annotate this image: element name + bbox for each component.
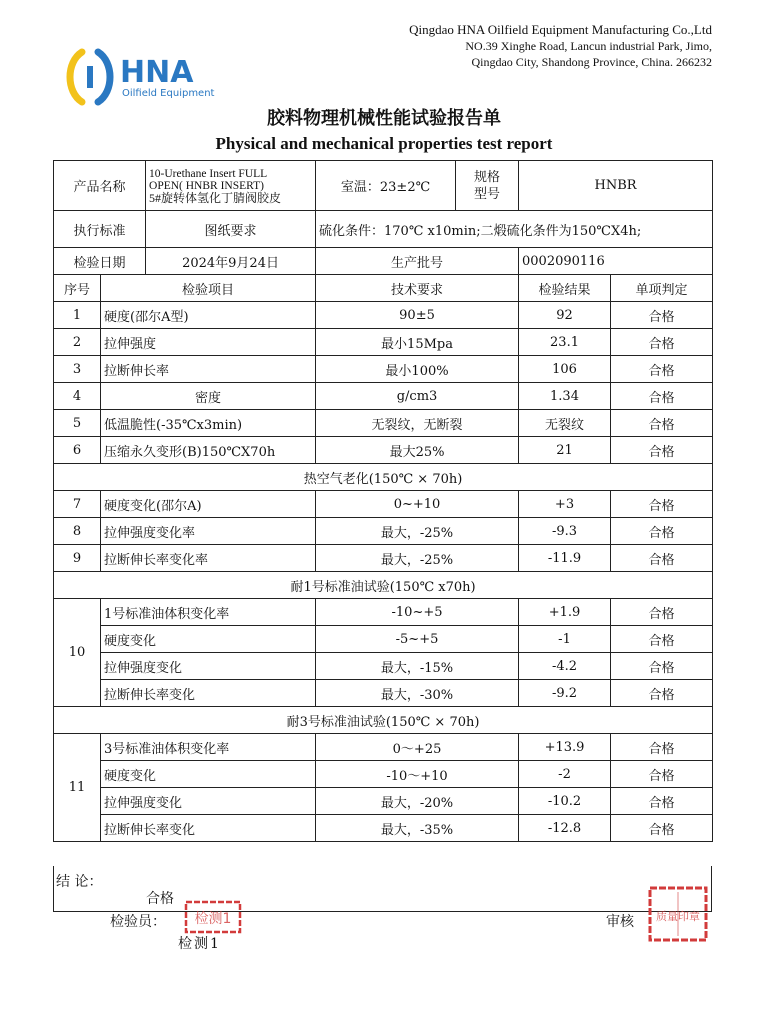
spec-label-line2: 型号	[474, 186, 501, 202]
date-row	[54, 248, 713, 275]
row-requirement: 最大，-25%	[316, 545, 519, 572]
row-item: 拉伸强度变化率	[101, 518, 316, 545]
table-row	[54, 518, 713, 545]
product-line3: 5#旋转体氢化丁腈阀胶皮	[149, 190, 282, 205]
company-info	[409, 22, 712, 70]
reviewer-stamp	[648, 886, 708, 942]
table-row	[54, 788, 713, 815]
table-row	[54, 653, 713, 680]
row-judgement: 合格	[611, 383, 713, 410]
row-requirement: 最大，-20%	[316, 788, 519, 815]
row-no: 6	[54, 437, 101, 464]
row-item: 密度	[101, 383, 316, 410]
row-item: 拉断伸长率变化率	[101, 545, 316, 572]
row-result: 92	[519, 302, 611, 329]
row-result: 23.1	[519, 329, 611, 356]
row-requirement: 0～+25	[316, 734, 519, 761]
spec-value: HNBR	[519, 161, 713, 211]
row-no: 9	[54, 545, 101, 572]
row-result: 1.34	[519, 383, 611, 410]
row-item: 硬度(邵尔A型)	[101, 302, 316, 329]
company-logo	[62, 46, 232, 108]
row-no: 5	[54, 410, 101, 437]
table-row	[54, 356, 713, 383]
row-item: 3号标准油体积变化率	[101, 734, 316, 761]
row-judgement: 合格	[611, 356, 713, 383]
standard-label: 执行标准	[54, 211, 146, 248]
col-requirement: 技术要求	[316, 275, 519, 302]
row-judgement: 合格	[611, 518, 713, 545]
product-label: 产品名称	[54, 161, 146, 211]
row-item: 硬度变化	[101, 626, 316, 653]
row-requirement: 最大，-30%	[316, 680, 519, 707]
date-label: 检验日期	[54, 248, 146, 275]
table-row	[54, 626, 713, 653]
row-result: -2	[519, 761, 611, 788]
product-line1: 10-Urethane Insert FULL	[149, 167, 268, 180]
row-judgement: 合格	[611, 734, 713, 761]
row-requirement: 最大25%	[316, 437, 519, 464]
row-result: +3	[519, 491, 611, 518]
row-judgement: 合格	[611, 329, 713, 356]
report-title-cn: 胶料物理机械性能试验报告单	[267, 108, 501, 129]
row-item: 硬度变化	[101, 761, 316, 788]
table-row	[54, 761, 713, 788]
col-item: 检验项目	[101, 275, 316, 302]
row-judgement: 合格	[611, 410, 713, 437]
row-no: 4	[54, 383, 101, 410]
row-result: -11.9	[519, 545, 611, 572]
row-result: -10.2	[519, 788, 611, 815]
company-address-line1: NO.39 Xinghe Road, Lancun industrial Park, Jimo,	[465, 39, 712, 53]
row-requirement: 0~+10	[316, 491, 519, 518]
svg-text:质量印章: 质量印章	[656, 910, 700, 923]
row-no: 8	[54, 518, 101, 545]
table-row	[54, 599, 713, 626]
row-requirement: 最小100%	[316, 356, 519, 383]
section-title: 耐1号标准油试验(150℃ x70h)	[54, 572, 713, 599]
table-row	[54, 491, 713, 518]
product-line2: OPEN( HNBR INSERT)	[149, 179, 264, 192]
row-judgement: 合格	[611, 653, 713, 680]
conclusion-value: 合格	[146, 891, 174, 907]
row-result: -4.2	[519, 653, 611, 680]
row-item: 低温脆性(-35℃x3min)	[101, 410, 316, 437]
section-header-hot-air	[54, 464, 713, 491]
report-title-en: Physical and mechanical properties test report	[215, 134, 553, 153]
col-judgement: 单项判定	[611, 275, 713, 302]
row-requirement: -10～+10	[316, 761, 519, 788]
company-name: Qingdao HNA Oilfield Equipment Manufacturing Co.,Ltd	[409, 22, 712, 37]
row-judgement: 合格	[611, 680, 713, 707]
table-row	[54, 734, 713, 761]
row-item: 拉断伸长率	[101, 356, 316, 383]
column-header-row	[54, 275, 713, 302]
row-requirement: 最大，-15%	[316, 653, 519, 680]
row-requirement: -5~+5	[316, 626, 519, 653]
row-no: 7	[54, 491, 101, 518]
row-judgement: 合格	[611, 761, 713, 788]
inspector-name: 检测1	[178, 936, 221, 952]
row-result: 106	[519, 356, 611, 383]
standard-value: 图纸要求	[146, 211, 316, 248]
date-value: 2024年9月24日	[146, 248, 316, 275]
company-address-line2: Qingdao City, Shandong Province, China. 266232	[471, 55, 712, 69]
table-row	[54, 680, 713, 707]
room-temp: 室温：23±2℃	[316, 161, 456, 211]
row-item: 硬度变化(邵尔A)	[101, 491, 316, 518]
row-item: 拉伸强度变化	[101, 653, 316, 680]
row-requirement: -10~+5	[316, 599, 519, 626]
section-title: 热空气老化(150℃ × 70h)	[54, 464, 713, 491]
col-result: 检验结果	[519, 275, 611, 302]
test-report-table	[53, 160, 713, 842]
product-value	[146, 161, 316, 211]
inspector-label: 检验员：	[110, 914, 166, 930]
row-requirement: 最大，-35%	[316, 815, 519, 842]
table-row	[54, 437, 713, 464]
inspector-stamp	[184, 900, 242, 934]
row-no: 2	[54, 329, 101, 356]
row-item: 拉伸强度	[101, 329, 316, 356]
row-result: +13.9	[519, 734, 611, 761]
row-result: -1	[519, 626, 611, 653]
standard-row	[54, 211, 713, 248]
row-item: 压缩永久变形(B)150℃X70h	[101, 437, 316, 464]
row-judgement: 合格	[611, 626, 713, 653]
section-title: 耐3号标准油试验(150℃ × 70h)	[54, 707, 713, 734]
row-item: 拉断伸长率变化	[101, 680, 316, 707]
row-judgement: 合格	[611, 437, 713, 464]
row-result: -12.8	[519, 815, 611, 842]
row-result: 21	[519, 437, 611, 464]
reviewer-label: 审核	[606, 914, 634, 930]
svg-text:检测1: 检测1	[194, 911, 232, 927]
table-row	[54, 815, 713, 842]
row-requirement: 最小15Mpa	[316, 329, 519, 356]
row-judgement: 合格	[611, 599, 713, 626]
row-judgement: 合格	[611, 788, 713, 815]
conclusion-box	[53, 866, 712, 912]
table-row	[54, 383, 713, 410]
row-judgement: 合格	[611, 491, 713, 518]
col-no: 序号	[54, 275, 101, 302]
row-item: 1号标准油体积变化率	[101, 599, 316, 626]
row-item: 拉断伸长率变化	[101, 815, 316, 842]
row-no: 10	[54, 599, 101, 707]
batch-label: 生产批号	[316, 248, 519, 275]
conclusion-label: 结 论：	[56, 874, 103, 890]
logo-subtext: Oilfield Equipment	[122, 88, 215, 99]
table-row	[54, 302, 713, 329]
product-row	[54, 161, 713, 211]
row-no: 3	[54, 356, 101, 383]
cure-condition: 硫化条件：170℃ x10min;二煅硫化条件为150℃X4h;	[316, 211, 713, 248]
row-item: 拉伸强度变化	[101, 788, 316, 815]
section-header-oil1	[54, 572, 713, 599]
table-row	[54, 410, 713, 437]
spec-label-line1: 规格	[474, 169, 501, 185]
table-row	[54, 545, 713, 572]
row-judgement: 合格	[611, 815, 713, 842]
logo-text: HNA	[120, 55, 194, 90]
spec-label	[456, 161, 519, 211]
row-requirement: 90±5	[316, 302, 519, 329]
row-result: -9.3	[519, 518, 611, 545]
section-header-oil3	[54, 707, 713, 734]
row-result: +1.9	[519, 599, 611, 626]
row-judgement: 合格	[611, 302, 713, 329]
row-requirement: 最大，-25%	[316, 518, 519, 545]
row-requirement: g/cm3	[316, 383, 519, 410]
row-judgement: 合格	[611, 545, 713, 572]
row-no: 11	[54, 734, 101, 842]
table-row	[54, 329, 713, 356]
row-no: 1	[54, 302, 101, 329]
row-result: 无裂纹	[519, 410, 611, 437]
row-requirement: 无裂纹，无断裂	[316, 410, 519, 437]
batch-value: 0002090116	[519, 248, 713, 275]
row-result: -9.2	[519, 680, 611, 707]
